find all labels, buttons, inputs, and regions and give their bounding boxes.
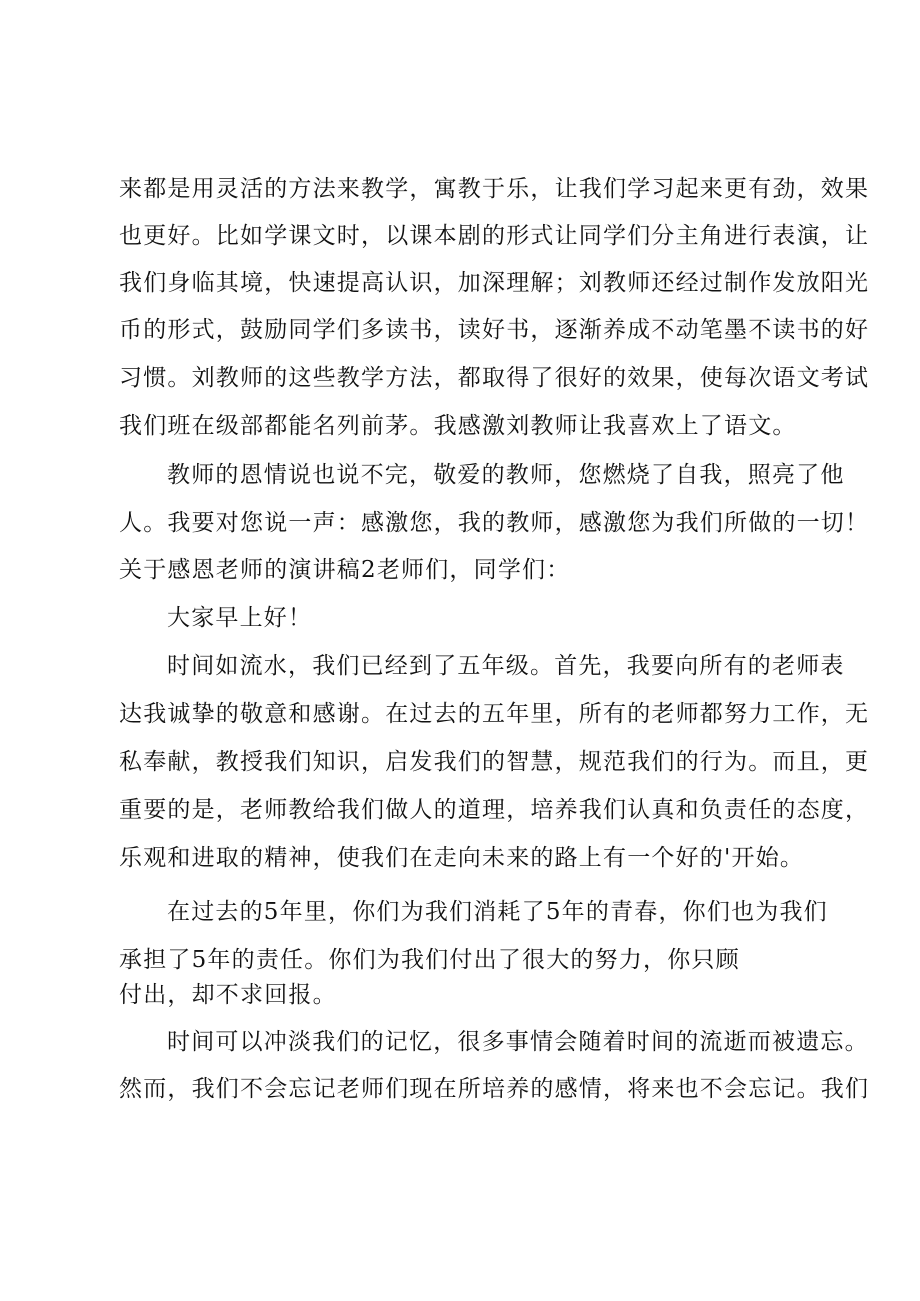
text-line: 来都是用灵活的方法来教学，寓教于乐，让我们学习起来更有劲，效果 [119,176,870,202]
text-line: 付出，却不求回报。 [119,982,337,1008]
paragraph-first-line: 时间可以冲淡我们的记忆，很多事情会随着时间的流逝而被遗忘。 [167,1029,869,1055]
paragraph-first-line: 时间如流水，我们已经到了五年级。首先，我要向所有的老师表 [167,653,845,679]
paragraph-first-line: 教师的恩情说也说不完，敬爱的教师，您燃烧了自我，照亮了他 [167,462,845,488]
text-line: 然而，我们不会忘记老师们现在所培养的感情，将来也不会忘记。我们 [119,1076,870,1102]
text-line: 习惯。刘教师的这些教学方法，都取得了很好的效果，使每次语文考试 [119,365,870,391]
text-line: 私奉献，教授我们知识，启发我们的智慧，规范我们的行为。而且，更 [119,749,870,775]
text-line: 币的形式，鼓励同学们多读书，读好书，逐渐养成不动笔墨不读书的好 [119,317,870,343]
text-line: 承担了5年的责任。你们为我们付出了很大的努力，你只顾 [119,947,740,973]
greeting-line: 大家早上好！ [167,605,313,631]
text-line: 也更好。比如学课文时，以课本剧的形式让同学们分主角进行表演，让 [119,223,870,249]
text-line: 达我诚挚的敬意和感谢。在过去的五年里，所有的老师都努力工作，无 [119,701,870,727]
text-line: 人。我要对您说一声：感激您，我的教师，感激您为我们所做的一切！ [119,510,870,536]
speech-heading-line: 关于感恩老师的演讲稿2老师们，同学们： [119,557,571,583]
text-line: 我们身临其境，快速提高认识，加深理解；刘教师还经过制作发放阳光 [119,270,870,296]
paragraph-first-line: 在过去的5年里，你们为我们消耗了5年的青春，你们也为我们 [167,899,828,925]
text-line: 乐观和进取的精神，使我们在走向未来的路上有一个好的'开始。 [119,845,805,871]
text-line: 我们班在级部都能名列前茅。我感激刘教师让我喜欢上了语文。 [119,413,797,439]
text-line: 重要的是，老师教给我们做人的道理，培养我们认真和负责任的态度， [119,797,870,823]
